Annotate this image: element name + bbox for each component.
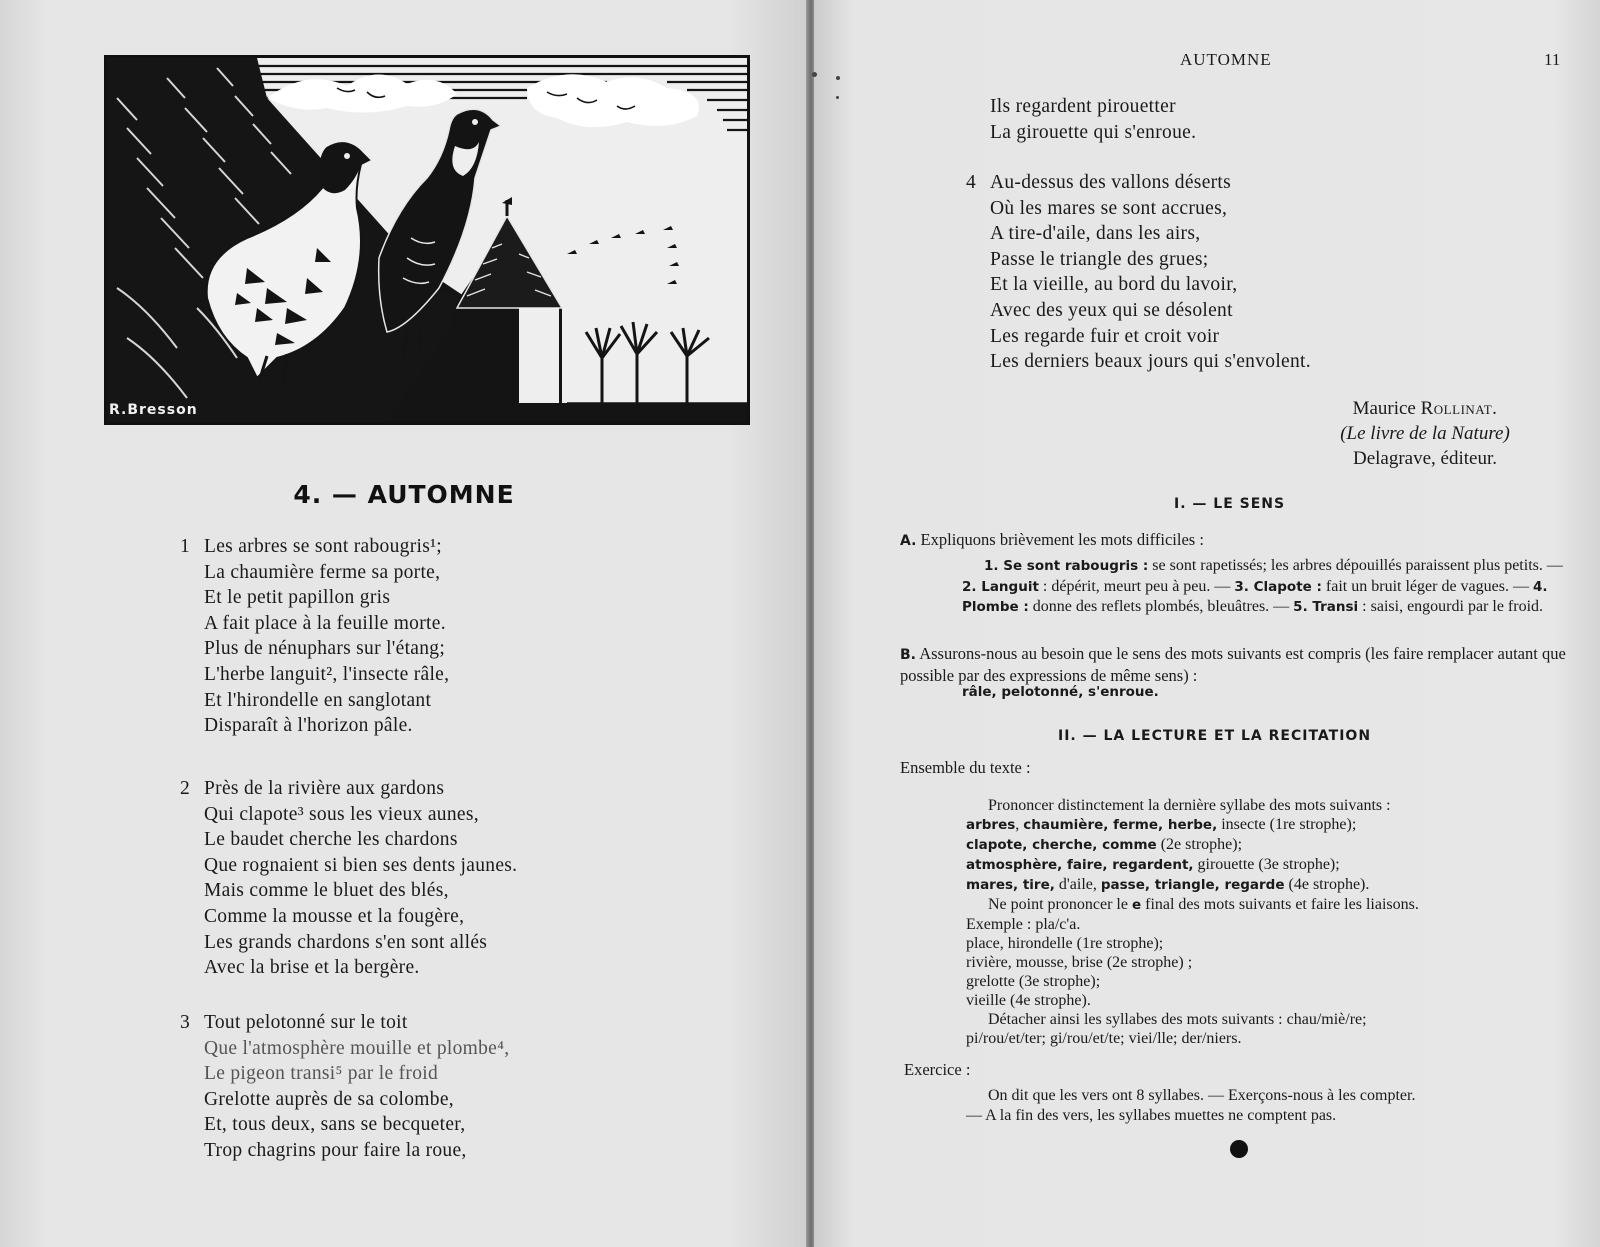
exercise-line: On dit que les vers ont 8 syllabes. — Exerçons-nous à les compter.: [988, 1087, 1416, 1104]
verse-line: Et le petit papillon gris: [204, 587, 391, 609]
instruction-line: [966, 972, 1574, 991]
verse-line: Mais comme le bluet des blés,: [204, 880, 449, 902]
instruction-text: place, hirondelle (1re strophe);: [966, 935, 1164, 952]
verse-line: Qui clapote³ sous les vieux aunes,: [204, 803, 479, 825]
verse-line: Avec des yeux qui se désolent: [990, 299, 1233, 321]
ink-speck: [836, 96, 839, 99]
verse-line: A tire-d'aile, dans les airs,: [990, 223, 1201, 245]
instruction-text: rivière, mousse, brise (2e strophe) ;: [966, 954, 1193, 971]
verse-line: Trop chagrins pour faire la roue,: [204, 1139, 467, 1161]
instruction-text: pi/rou/et/ter; gi/rou/et/te; viei/lle; der/niers.: [966, 1030, 1242, 1047]
publisher: Delagrave, éditeur.: [1352, 448, 1497, 469]
stanza-number: 1: [180, 536, 191, 557]
running-head: AUTOMNE: [1180, 50, 1272, 69]
verse-line: 2 Près de la rivière aux gardons: [180, 776, 517, 802]
instruction-line: [966, 991, 1574, 1010]
verse-line: Disparaît à l'horizon pâle.: [204, 715, 413, 737]
instruction-line: [966, 855, 1574, 875]
instruction-text: Prononcer distinctement la dernière syllabe des mots suivants :: [988, 797, 1391, 814]
artist-signature: R.Bresson: [109, 402, 198, 418]
attribution: [1300, 396, 1550, 471]
instruction-line: [966, 934, 1574, 953]
instruction-text: girouette (3e strophe);: [1193, 856, 1340, 873]
stanza-number: 3: [180, 1012, 191, 1033]
verse-line: Le baudet cherche les chardons: [204, 829, 458, 851]
instruction-text: arbres: [966, 817, 1016, 833]
words-to-explain: râle, pelotonné, s'enroue.: [962, 684, 1159, 700]
instruction-text: insecte (1re strophe);: [1217, 816, 1357, 833]
section-title-lecture: II. — LA LECTURE ET LA RECITATION: [1058, 728, 1372, 744]
instruction-text: chaumière, ferme, herbe,: [1023, 817, 1218, 833]
exercise-text: [966, 1086, 1574, 1126]
ink-speck: [812, 72, 817, 77]
instruction-line: [966, 1010, 1574, 1029]
instruction-text: (2e strophe);: [1156, 836, 1243, 853]
stanza-1: [180, 534, 449, 739]
pigeons-on-roof-illustration: [107, 58, 747, 422]
verse-line: Et l'hirondelle en sanglotant: [204, 689, 432, 711]
verse-line: Comme la mousse et la fougère,: [204, 905, 465, 927]
section-intro: Ensemble du texte :: [900, 758, 1031, 777]
definitions-list: 1. Se sont rabougris : se sont rapetissés; les arbres dépouillés paraissent plus petits. — 2. Languit : dépérit, meurt peu à peu. — 3. Clapote : fait un bruit léger de vagues. — 4. Plombe : donne des reflets plombés, bleuâtres. — 5. Transi : saisi, engourdi par le froid.: [962, 557, 1563, 615]
instruction-text: e: [1131, 897, 1142, 913]
ink-dot: [1230, 1140, 1248, 1158]
instruction-line: [966, 895, 1574, 915]
verse-line: Les grands chardons s'en sont allés: [204, 931, 488, 953]
instruction-text: clapote, cherche, comme: [966, 837, 1157, 853]
instruction-line: [966, 915, 1574, 934]
instruction-text: ,: [1015, 816, 1024, 833]
verse-line: Et, tous deux, sans se becqueter,: [204, 1114, 466, 1136]
verse-line: Avec la brise et la bergère.: [204, 957, 420, 979]
instruction-line: [966, 815, 1574, 835]
verse-line: 1 Les arbres se sont rabougris¹;: [180, 534, 449, 560]
page-number: 11: [1544, 50, 1561, 69]
question-a: A. Expliquons brièvement les mots difficiles :: [900, 530, 1204, 549]
verse-line: Les derniers beaux jours qui s'envolent.: [990, 351, 1311, 373]
verse-line: Ils regardent pirouetter: [990, 96, 1176, 117]
verse-line: La girouette qui s'enroue.: [990, 121, 1197, 143]
stanza-4: [966, 170, 1311, 375]
instruction-text: (4e strophe).: [1284, 876, 1370, 893]
instruction-text: Détacher ainsi les syllabes des mots suivants : chau/miè/re;: [988, 1011, 1367, 1028]
instruction-text: d'aile,: [1054, 876, 1101, 893]
instruction-text: Ne point prononcer le: [988, 896, 1132, 913]
exercise-label: Exercice :: [904, 1060, 971, 1079]
instruction-line: [966, 1029, 1574, 1048]
instruction-text: vieille (4e strophe).: [966, 992, 1091, 1009]
verse-line: La chaumière ferme sa porte,: [204, 561, 441, 583]
instruction-line: [966, 953, 1574, 972]
verse-line: Passe le triangle des grues;: [990, 248, 1209, 270]
stanza-3-continued: [990, 94, 1196, 145]
verse-line: Plus de nénuphars sur l'étang;: [204, 638, 446, 660]
verse-line: 4 Au-dessus des vallons déserts: [990, 170, 1311, 196]
verse-line: Les regarde fuir et croit voir: [990, 325, 1220, 347]
verse-line: Que rognaient si bien ses dents jaunes.: [204, 854, 518, 876]
ink-speck: [836, 76, 840, 80]
instruction-text: passe, triangle, regarde: [1100, 877, 1285, 893]
stanza-number: 2: [180, 778, 191, 799]
verse-line: Grelotte auprès de sa colombe,: [204, 1088, 454, 1110]
stanza-3: [180, 1010, 509, 1164]
woodcut-illustration: [104, 55, 750, 425]
instruction-text: final des mots suivants et faire les liaisons.: [1141, 896, 1419, 913]
stanza-number: 4: [966, 172, 977, 193]
section-title-sens: I. — LE SENS: [1174, 496, 1286, 512]
instruction-text: mares, tire,: [966, 877, 1055, 893]
instruction-line: [966, 875, 1574, 895]
verse-line: Où les mares se sont accrues,: [990, 197, 1228, 219]
instruction-line: [966, 796, 1574, 815]
instruction-line: [966, 835, 1574, 855]
poem-title: 4. — AUTOMNE: [293, 480, 515, 509]
source-work: (Le livre de la Nature): [1340, 423, 1510, 444]
instruction-text: atmosphère, faire, regardent,: [966, 857, 1194, 873]
instruction-text: grelotte (3e strophe);: [966, 973, 1101, 990]
instruction-text: Exemple : pla/c'a.: [966, 916, 1081, 933]
stanza-2: [180, 776, 517, 981]
verse-line: Et la vieille, au bord du lavoir,: [990, 274, 1238, 296]
verse-line: Le pigeon transi⁵ par le froid: [204, 1063, 439, 1085]
reading-instructions: [966, 796, 1574, 1048]
exercise-line: — A la fin des vers, les syllabes muettes ne comptent pas.: [966, 1107, 1337, 1124]
verse-line: 3 Tout pelotonné sur le toit: [180, 1010, 509, 1036]
question-b: B. Assurons-nous au besoin que le sens des mots suivants est compris (les faire remplacer autant que possible par des expressions de même sens) :: [900, 644, 1566, 685]
verse-line: L'herbe languit², l'insecte râle,: [204, 663, 450, 685]
verse-line: A fait place à la feuille morte.: [204, 612, 446, 634]
verse-line: Que l'atmosphère mouille et plombe⁴,: [204, 1037, 510, 1059]
author: Maurice Rollinat.: [1352, 398, 1498, 419]
